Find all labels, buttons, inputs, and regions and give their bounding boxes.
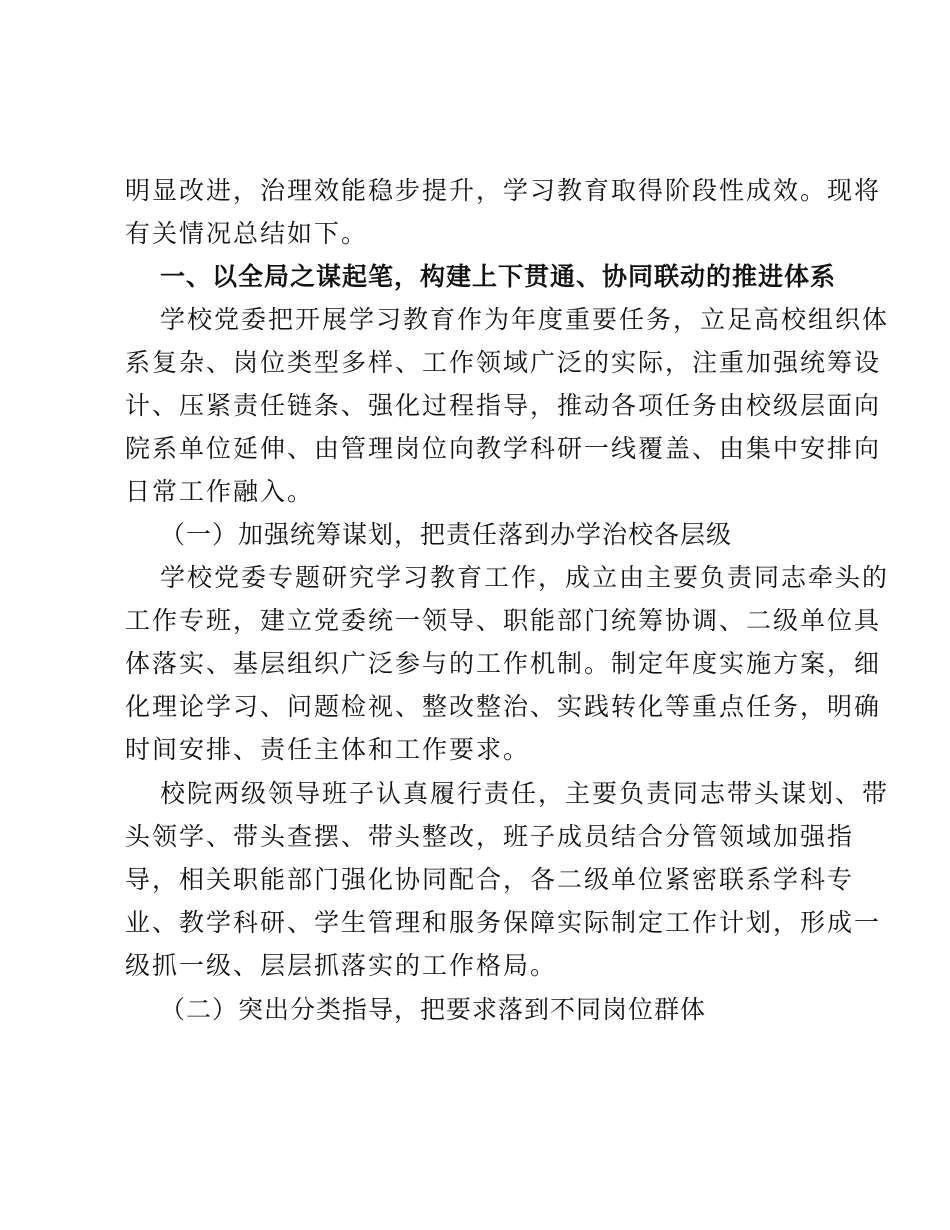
body-text-line: 体落实、基层组织广泛参与的工作机制。制定年度实施方案，细	[125, 649, 882, 678]
subsection-heading: （一）加强统筹谋划，把责任落到办学治校各层级	[160, 520, 733, 549]
body-text-line: 院系单位延伸、由管理岗位向教学科研一线覆盖、由集中安排向	[125, 434, 882, 463]
body-text-line: 时间安排、责任主体和工作要求。	[125, 735, 531, 764]
body-text-line: 学校党委把开展学习教育作为年度重要任务，立足高校组织体	[160, 305, 890, 334]
section-heading: 一、以全局之谋起笔，构建上下贯通、协同联动的推进体系	[160, 262, 837, 291]
body-text-line: 级抓一级、层层抓落实的工作格局。	[125, 951, 558, 980]
body-text-line: 化理论学习、问题检视、整改整治、实践转化等重点任务，明确	[125, 692, 882, 721]
body-text-line: 明显改进，治理效能稳步提升，学习教育取得阶段性成效。现将	[125, 176, 882, 205]
body-text-line: 系复杂、岗位类型多样、工作领域广泛的实际，注重加强统筹设	[125, 348, 882, 377]
body-text-line: 计、压紧责任链条、强化过程指导，推动各项任务由校级层面向	[125, 391, 882, 420]
body-text-line: 业、教学科研、学生管理和服务保障实际制定工作计划，形成一	[125, 908, 882, 937]
body-text-line: 头领学、带头查摆、带头整改，班子成员结合分管领域加强指	[125, 822, 855, 851]
body-text-line: 有关情况总结如下。	[125, 219, 369, 248]
subsection-heading: （二）突出分类指导，把要求落到不同岗位群体	[160, 995, 707, 1024]
body-text-line: 校院两级领导班子认真履行责任，主要负责同志带头谋划、带	[160, 779, 890, 808]
body-text-line: 工作专班，建立党委统一领导、职能部门统筹协调、二级单位具	[125, 606, 882, 635]
body-text-line: 导，相关职能部门强化协同配合，各二级单位紧密联系学科专	[125, 865, 855, 894]
body-text-line: 学校党委专题研究学习教育工作，成立由主要负责同志牵头的	[160, 563, 890, 592]
body-text-line: 日常工作融入。	[125, 477, 315, 506]
